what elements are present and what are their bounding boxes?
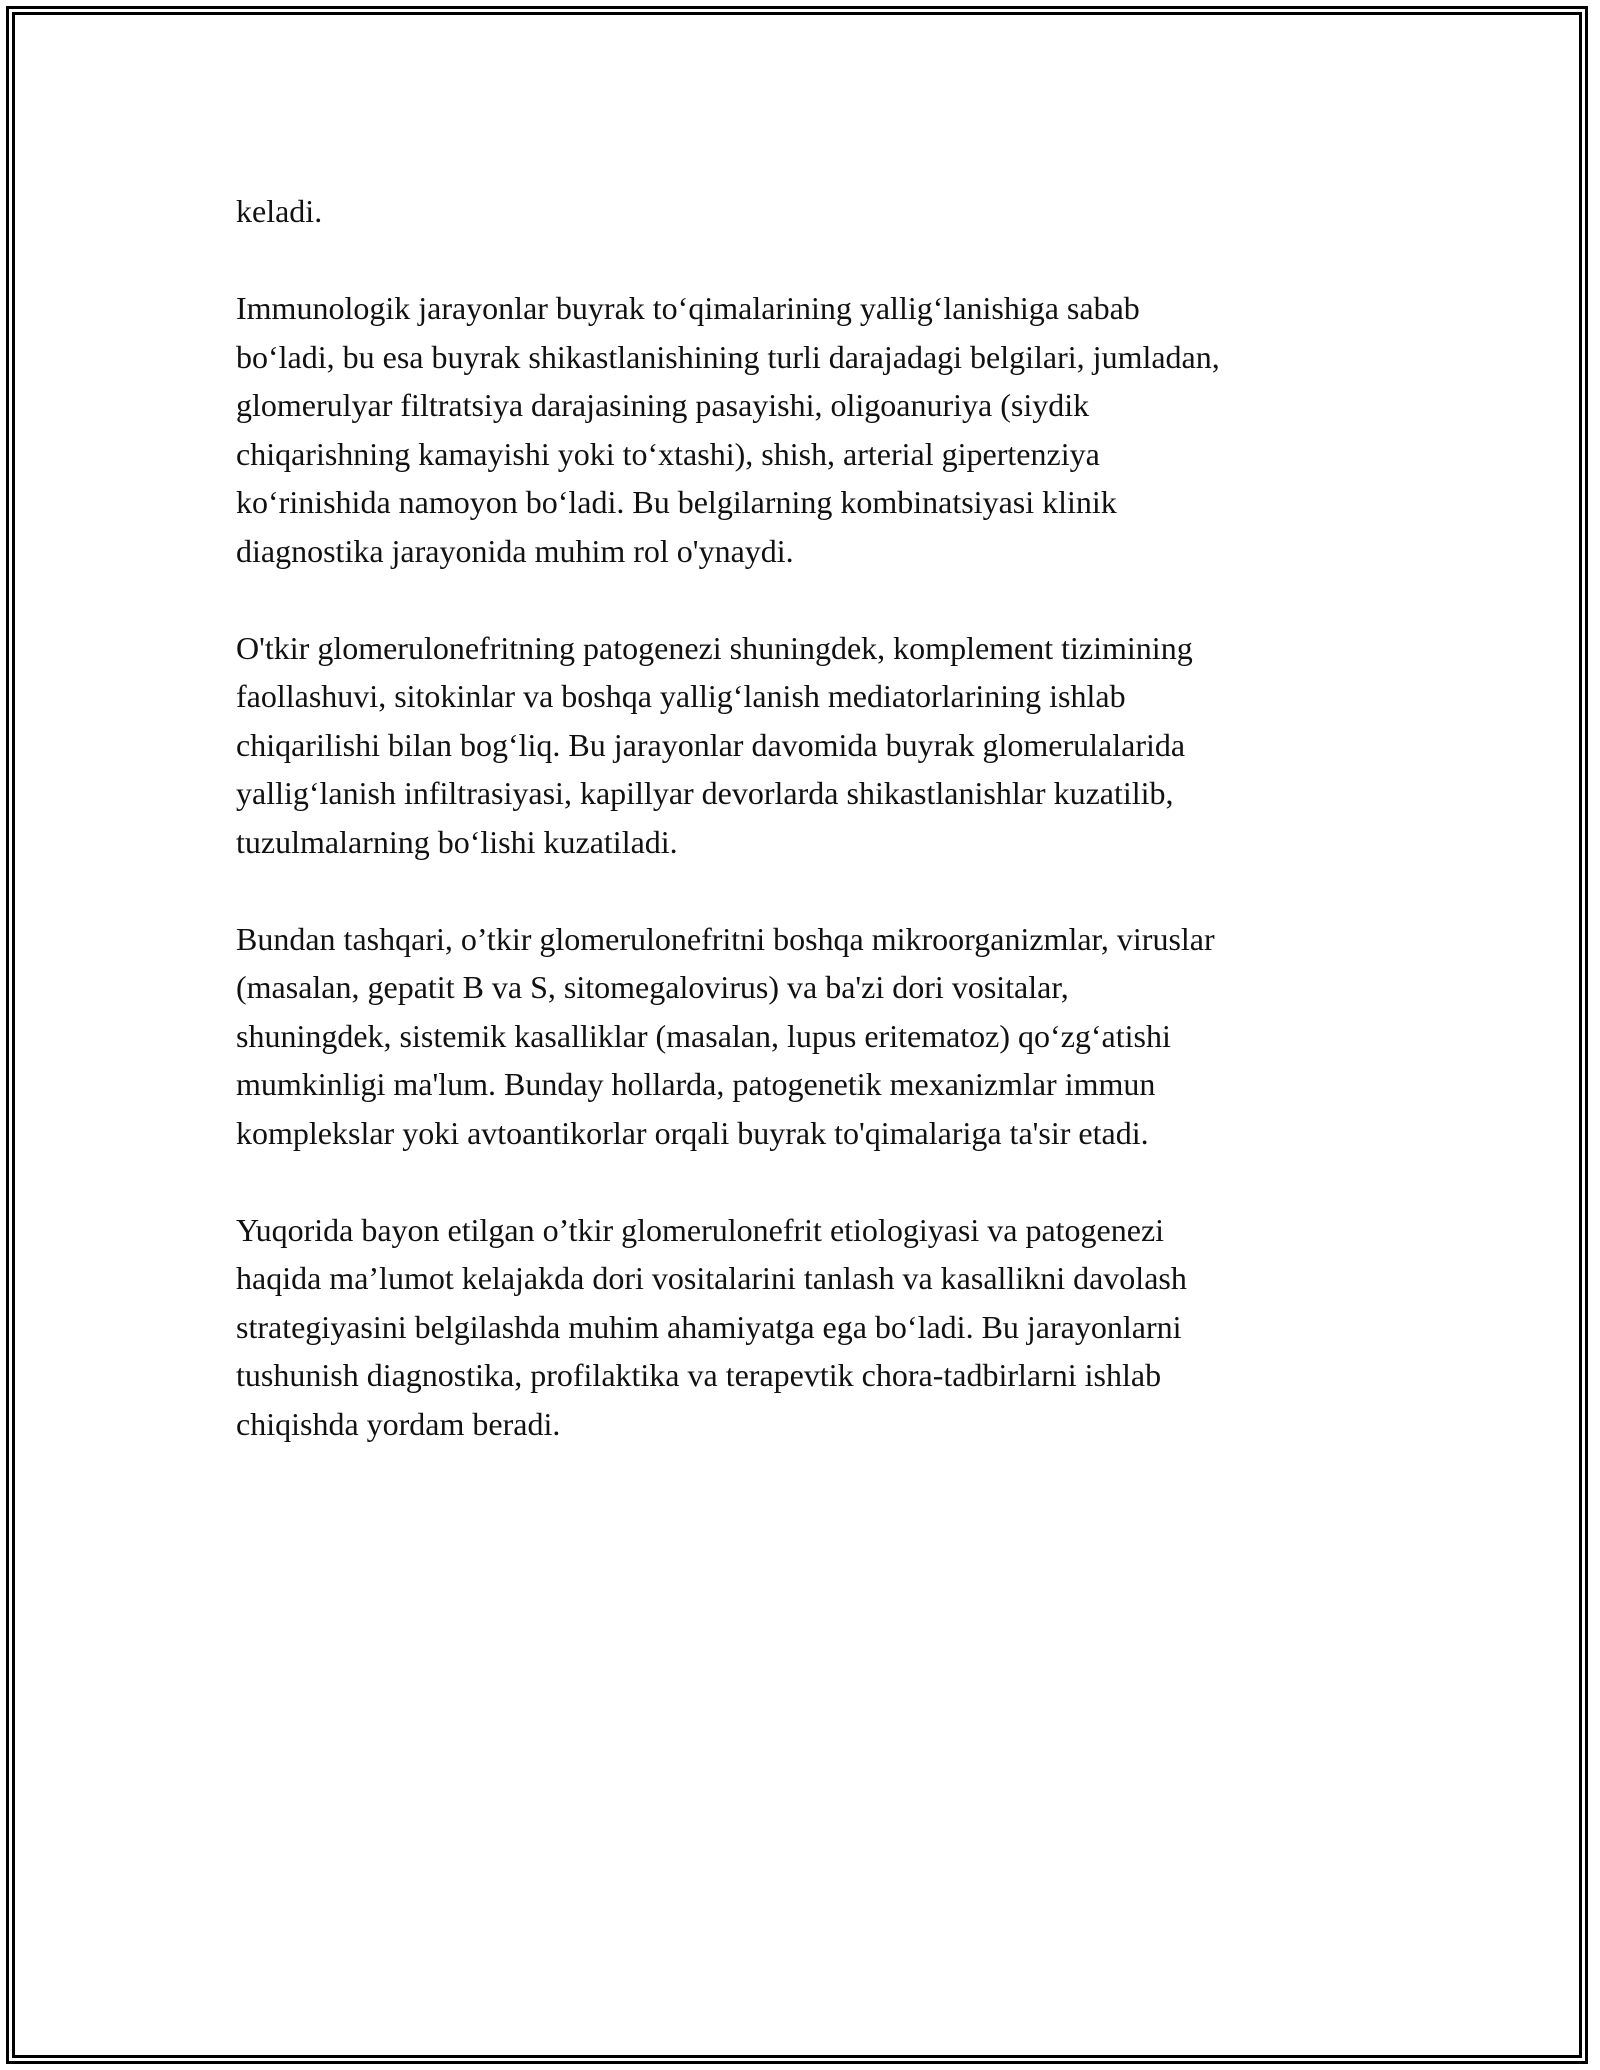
- document-body: [236, 187, 1376, 1497]
- paragraph-other-causes: Bundan tashqari, o’tkir glomerulonefritni boshqa mikroorganizmlar, viruslar (masalan, gepatit B va S, sitomegalovirus) va ba'zi dori vositalar, shuningdek, sistemik kasalliklar (masalan, lupus eritematoz) qo‘zg‘atishi mumkinligi ma'lum. Bunday hollarda, patogenetik mexanizmlar immun komplekslar yoki avtoantikorlar orqali buyrak to'qimalariga ta'sir etadi.: [236, 920, 1215, 1151]
- paragraph-continuation: keladi.: [236, 193, 323, 229]
- paragraph-pathogenesis: O'tkir glomerulonefritning patogenezi shuningdek, komplement tizimining faollashuvi, sitokinlar va boshqa yallig‘lanish mediatorlarining ishlab chiqarilishi bilan bog‘liq. Bu jarayonlar davomida buyrak glomerulalarida yallig‘lanish infiltrasiyasi, kapillyar devorlarda shikastlanishlar kuzatilib, tuzulmalarning bo‘lishi kuzatiladi.: [236, 629, 1193, 860]
- paragraph-conclusion: Yuqorida bayon etilgan o’tkir glomerulonefrit etiologiyasi va patogenezi haqida ma’lumot kelajakda dori vositalarini tanlash va kasallikni davolash strategiyasini belgilashda muhim ahamiyatga ega bo‘ladi. Bu jarayonlarni tushunish diagnostika, profilaktika va terapevtik chora-tadbirlarni ishlab chiqishda yordam beradi.: [236, 1211, 1187, 1442]
- paragraph-immunologic-processes: Immunologik jarayonlar buyrak to‘qimalarining yallig‘lanishiga sabab bo‘ladi, bu esa buyrak shikastlanishining turli darajadagi belgilari, jumladan, glomerulyar filtratsiya darajasining pasayishi, oligoanuriya (siydik chiqarishning kamayishi yoki to‘xtashi), shish, arterial gipertenziya ko‘rinishida namoyon bo‘ladi. Bu belgilarning kombinatsiyasi klinik diagnostika jarayonida muhim rol o'ynaydi.: [236, 290, 1220, 569]
